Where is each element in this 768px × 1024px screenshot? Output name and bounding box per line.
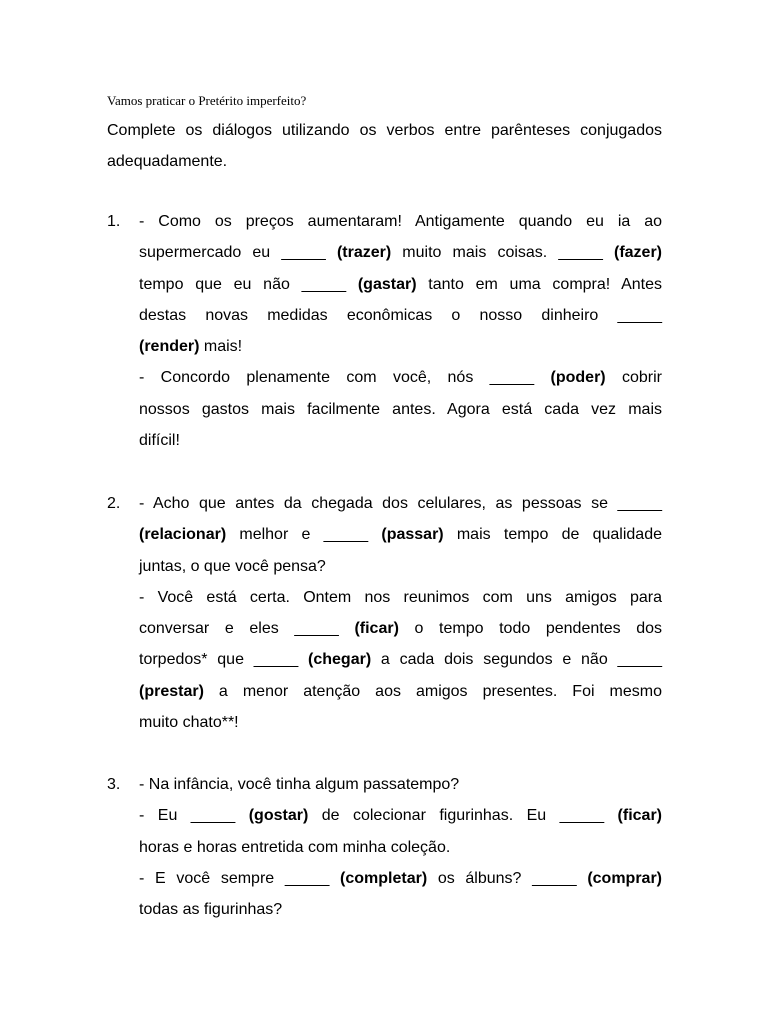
verb-hint: (relacionar) <box>139 526 227 544</box>
verb-hint: (gostar) <box>248 807 309 825</box>
verb-hint: (ficar) <box>617 807 662 825</box>
dialogue-line: supermercado eu _____ (trazer) muito mais coisas. _____ (fazer) <box>139 244 662 262</box>
verb-hint: (prestar) <box>139 682 204 700</box>
instruction-text: Complete os diálogos utilizando os verbos entre parênteses conjugados adequadamente. <box>107 122 662 170</box>
verb-hint: (gastar) <box>357 275 417 293</box>
verb-hint: (ficar) <box>354 620 399 637</box>
dialogue-line: (relacionar) melhor e _____ (passar) mais tempo de qualidade <box>139 526 662 544</box>
dialogue-line: - Na infância, você tinha algum passatempo? <box>139 776 460 793</box>
dialogue-line: - Você está certa. Ontem nos reunimos com uns amigos para <box>139 588 662 606</box>
dialogue-line: - Acho que antes da chegada dos celulares, as pessoas se _____ <box>139 495 662 512</box>
exercise-item-3 <box>107 769 662 925</box>
dialogue-line: todas as figurinhas? <box>139 901 283 918</box>
dialogue-line: - Eu _____ (gostar) de colecionar figurinhas. Eu _____ (ficar) <box>139 807 662 825</box>
exercise-item-1 <box>107 206 662 456</box>
dialogue-line: (prestar) a menor atenção aos amigos presentes. Foi mesmo <box>139 682 662 700</box>
verb-hint: (poder) <box>550 369 606 387</box>
dialogue-line: destas novas medidas econômicas o nosso dinheiro _____ <box>139 306 662 324</box>
dialogue-line: - E você sempre _____ (completar) os álbuns? _____ (comprar) <box>139 869 662 887</box>
verb-hint: (render) <box>139 338 200 355</box>
dialogue-line: tempo que eu não _____ (gastar) tanto em uma compra! Antes <box>139 275 662 293</box>
dialogue-line: (render) mais! <box>139 338 243 355</box>
verb-hint: (passar) <box>381 526 444 544</box>
verb-hint: (completar) <box>340 869 428 887</box>
exercise-item-2 <box>107 488 662 738</box>
dialogue-line: - Como os preços aumentaram! Antigamente quando eu ia ao <box>139 213 662 230</box>
dialogue-line: - Concordo plenamente com você, nós _____ (poder) cobrir <box>139 369 662 387</box>
verb-hint: (fazer) <box>613 244 662 262</box>
dialogue-line: juntas, o que você pensa? <box>139 557 326 575</box>
item-number: 2. <box>107 495 121 512</box>
dialogue-line: muito chato**! <box>139 713 239 731</box>
dialogue-line: torpedos* que _____ (chegar) a cada dois segundos e não _____ <box>139 651 662 669</box>
worksheet-subtitle: Vamos praticar o Pretérito imperfeito? <box>107 93 307 108</box>
dialogue-line: conversar e eles _____ (ficar) o tempo todo pendentes dos <box>139 620 663 637</box>
verb-hint: (comprar) <box>587 869 662 887</box>
dialogue-line: nossos gastos mais facilmente antes. Agora está cada vez mais <box>139 400 662 418</box>
item-dialogue <box>139 769 662 925</box>
item-number: 1. <box>107 213 121 230</box>
item-dialogue <box>139 206 662 456</box>
dialogue-line: difícil! <box>139 431 180 449</box>
verb-hint: (chegar) <box>308 651 372 669</box>
dialogue-line: horas e horas entretida com minha coleção. <box>139 838 451 856</box>
item-number: 3. <box>107 776 121 793</box>
item-dialogue <box>139 488 662 738</box>
verb-hint: (trazer) <box>336 244 392 262</box>
